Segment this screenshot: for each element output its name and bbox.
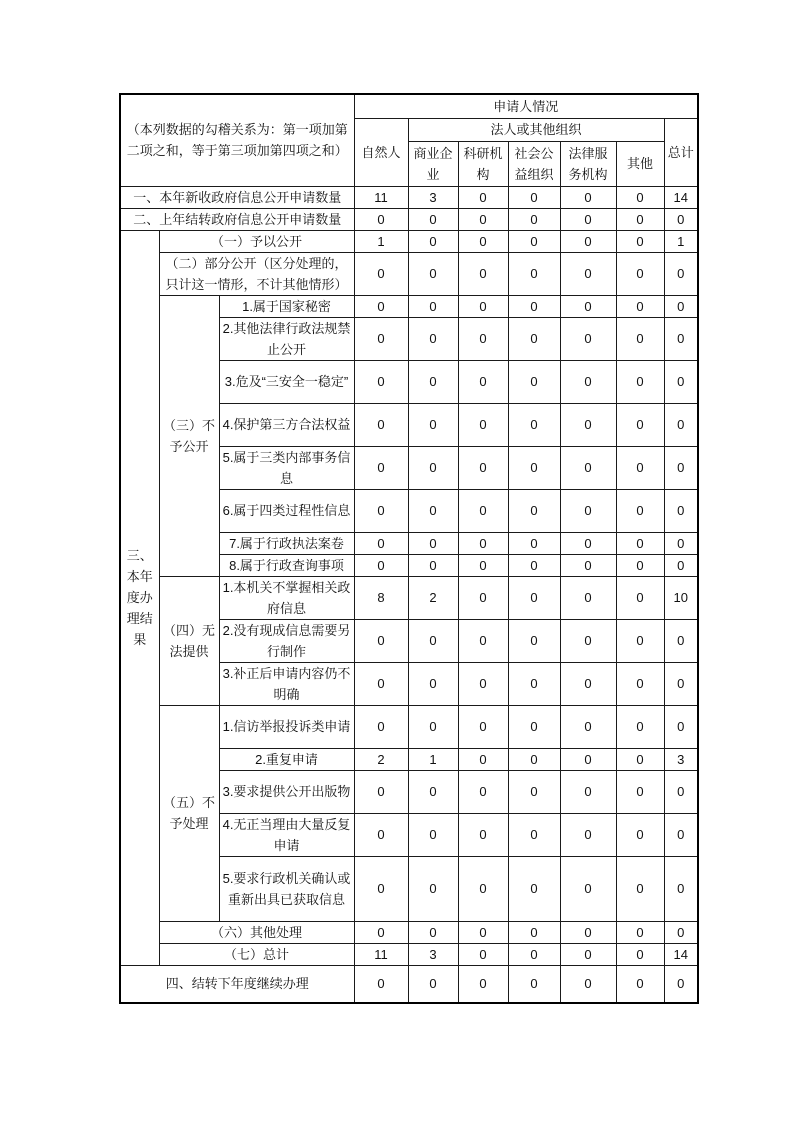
data-cell: 0 <box>354 662 408 705</box>
data-cell: 0 <box>408 965 458 1003</box>
header-org-research: 科研机构 <box>458 141 508 186</box>
data-cell: 0 <box>664 446 698 489</box>
data-cell: 0 <box>508 252 560 295</box>
data-cell: 0 <box>664 770 698 813</box>
data-cell: 0 <box>458 921 508 943</box>
data-cell: 0 <box>560 921 616 943</box>
data-cell: 0 <box>354 705 408 748</box>
data-cell: 0 <box>458 208 508 230</box>
data-cell: 0 <box>616 921 664 943</box>
data-cell: 0 <box>408 532 458 554</box>
data-cell: 0 <box>408 856 458 921</box>
data-cell: 0 <box>616 532 664 554</box>
group-label-not-processed: （五）不予处理 <box>159 705 219 921</box>
row-label: 4.无正当理由大量反复申请 <box>219 813 354 856</box>
header-total: 总计 <box>664 118 698 186</box>
data-cell: 0 <box>458 943 508 965</box>
data-cell: 0 <box>616 619 664 662</box>
data-cell: 0 <box>458 360 508 403</box>
data-cell: 0 <box>560 360 616 403</box>
data-cell: 0 <box>508 446 560 489</box>
data-cell: 0 <box>508 813 560 856</box>
data-cell: 0 <box>408 446 458 489</box>
header-org-other: 其他 <box>616 141 664 186</box>
data-cell: 0 <box>408 252 458 295</box>
data-cell: 0 <box>354 360 408 403</box>
data-cell: 0 <box>616 770 664 813</box>
data-cell: 0 <box>354 813 408 856</box>
data-cell: 0 <box>508 748 560 770</box>
data-cell: 0 <box>354 554 408 576</box>
data-cell: 0 <box>560 208 616 230</box>
data-cell: 0 <box>560 576 616 619</box>
data-cell: 11 <box>354 943 408 965</box>
row-label: 1.本机关不掌握相关政府信息 <box>219 576 354 619</box>
row-label: （六）其他处理 <box>159 921 354 943</box>
disclosure-table <box>119 93 699 1004</box>
data-cell: 0 <box>508 662 560 705</box>
data-cell: 0 <box>616 943 664 965</box>
data-cell: 0 <box>408 619 458 662</box>
data-cell: 0 <box>664 554 698 576</box>
data-cell: 0 <box>458 705 508 748</box>
data-cell: 0 <box>408 403 458 446</box>
data-cell: 0 <box>616 295 664 317</box>
row-label: 2.没有现成信息需要另行制作 <box>219 619 354 662</box>
row-label: 1.信访举报投诉类申请 <box>219 705 354 748</box>
data-cell: 0 <box>458 576 508 619</box>
data-cell: 8 <box>354 576 408 619</box>
header-org-commercial: 商业企业 <box>408 141 458 186</box>
data-cell: 3 <box>408 943 458 965</box>
data-cell: 1 <box>664 230 698 252</box>
data-cell: 0 <box>458 770 508 813</box>
data-cell: 0 <box>508 965 560 1003</box>
data-cell: 14 <box>664 186 698 208</box>
data-cell: 0 <box>560 619 616 662</box>
row-label: 2.其他法律行政法规禁止公开 <box>219 317 354 360</box>
data-cell: 0 <box>616 965 664 1003</box>
data-cell: 0 <box>458 252 508 295</box>
data-cell: 0 <box>560 662 616 705</box>
row-label: （二）部分公开（区分处理的，只计这一情形，不计其他情形） <box>159 252 354 295</box>
data-cell: 0 <box>508 770 560 813</box>
row-label: 8.属于行政查询事项 <box>219 554 354 576</box>
data-cell: 10 <box>664 576 698 619</box>
data-cell: 0 <box>616 489 664 532</box>
row-label: 3.要求提供公开出版物 <box>219 770 354 813</box>
data-cell: 0 <box>408 208 458 230</box>
data-cell: 0 <box>664 619 698 662</box>
data-cell: 0 <box>560 317 616 360</box>
data-cell: 0 <box>508 576 560 619</box>
data-cell: 0 <box>560 554 616 576</box>
data-cell: 0 <box>458 965 508 1003</box>
data-cell: 0 <box>458 813 508 856</box>
data-cell: 0 <box>560 230 616 252</box>
data-cell: 0 <box>408 770 458 813</box>
data-cell: 0 <box>664 403 698 446</box>
data-cell: 2 <box>408 576 458 619</box>
data-cell: 3 <box>408 186 458 208</box>
row-label: 2.重复申请 <box>219 748 354 770</box>
data-cell: 14 <box>664 943 698 965</box>
data-cell: 0 <box>408 230 458 252</box>
data-cell: 0 <box>616 705 664 748</box>
data-cell: 0 <box>458 446 508 489</box>
data-cell: 0 <box>508 921 560 943</box>
data-cell: 0 <box>664 532 698 554</box>
data-cell: 0 <box>616 360 664 403</box>
data-cell: 0 <box>354 856 408 921</box>
row-label: 3.危及“三安全一稳定” <box>219 360 354 403</box>
row-label: （一）予以公开 <box>159 230 354 252</box>
data-cell: 0 <box>560 705 616 748</box>
data-cell: 0 <box>664 856 698 921</box>
data-cell: 0 <box>560 856 616 921</box>
group-label-unable-to-provide: （四）无法提供 <box>159 576 219 705</box>
row-label: 4.保护第三方合法权益 <box>219 403 354 446</box>
data-cell: 1 <box>408 748 458 770</box>
data-cell: 0 <box>616 576 664 619</box>
data-cell: 0 <box>560 748 616 770</box>
data-cell: 2 <box>354 748 408 770</box>
data-cell: 0 <box>664 360 698 403</box>
data-cell: 0 <box>616 813 664 856</box>
data-cell: 0 <box>408 662 458 705</box>
data-cell: 0 <box>354 770 408 813</box>
data-cell: 0 <box>616 317 664 360</box>
data-cell: 0 <box>560 489 616 532</box>
data-cell: 0 <box>664 252 698 295</box>
data-cell: 0 <box>458 295 508 317</box>
data-cell: 0 <box>408 295 458 317</box>
data-cell: 0 <box>616 446 664 489</box>
data-cell: 0 <box>354 619 408 662</box>
data-cell: 0 <box>458 186 508 208</box>
data-cell: 0 <box>508 230 560 252</box>
data-cell: 0 <box>616 554 664 576</box>
data-cell: 0 <box>408 554 458 576</box>
data-cell: 0 <box>508 317 560 360</box>
data-cell: 0 <box>408 921 458 943</box>
header-applicant-status: 申请人情况 <box>354 94 698 118</box>
row-label: 一、本年新收政府信息公开申请数量 <box>120 186 354 208</box>
data-cell: 0 <box>560 965 616 1003</box>
data-cell: 0 <box>664 662 698 705</box>
row-label: 5.要求行政机关确认或重新出具已获取信息 <box>219 856 354 921</box>
data-cell: 0 <box>616 252 664 295</box>
data-cell: 0 <box>560 532 616 554</box>
data-cell: 0 <box>664 921 698 943</box>
data-cell: 0 <box>616 856 664 921</box>
data-cell: 11 <box>354 186 408 208</box>
data-cell: 0 <box>616 186 664 208</box>
group-label-not-disclosed: （三）不予公开 <box>159 295 219 576</box>
data-cell: 0 <box>616 403 664 446</box>
row-label: 3.补正后申请内容仍不明确 <box>219 662 354 705</box>
data-cell: 0 <box>354 532 408 554</box>
data-cell: 0 <box>508 360 560 403</box>
row-label: 1.属于国家秘密 <box>219 295 354 317</box>
data-cell: 0 <box>508 856 560 921</box>
data-cell: 0 <box>458 230 508 252</box>
data-cell: 0 <box>664 295 698 317</box>
data-cell: 0 <box>408 317 458 360</box>
data-cell: 0 <box>408 705 458 748</box>
data-cell: 0 <box>508 295 560 317</box>
data-cell: 0 <box>354 965 408 1003</box>
data-cell: 0 <box>664 813 698 856</box>
data-cell: 0 <box>616 208 664 230</box>
header-org-public-welfare: 社会公益组织 <box>508 141 560 186</box>
data-cell: 0 <box>354 252 408 295</box>
data-cell: 0 <box>354 403 408 446</box>
row-label: 7.属于行政执法案卷 <box>219 532 354 554</box>
data-cell: 0 <box>560 446 616 489</box>
data-cell: 0 <box>458 554 508 576</box>
data-cell: 1 <box>354 230 408 252</box>
data-cell: 0 <box>560 813 616 856</box>
data-cell: 0 <box>408 489 458 532</box>
data-cell: 0 <box>458 856 508 921</box>
data-cell: 0 <box>458 619 508 662</box>
data-cell: 0 <box>664 489 698 532</box>
row-label: 四、结转下年度继续办理 <box>120 965 354 1003</box>
data-cell: 0 <box>458 317 508 360</box>
data-cell: 0 <box>508 532 560 554</box>
header-legal-or-other-org: 法人或其他组织 <box>408 118 664 141</box>
data-cell: 0 <box>664 965 698 1003</box>
data-cell: 0 <box>508 554 560 576</box>
row-label: 5.属于三类内部事务信息 <box>219 446 354 489</box>
data-cell: 0 <box>354 208 408 230</box>
data-cell: 0 <box>508 403 560 446</box>
data-cell: 0 <box>508 489 560 532</box>
data-cell: 0 <box>458 403 508 446</box>
data-cell: 0 <box>408 813 458 856</box>
data-cell: 0 <box>616 662 664 705</box>
data-cell: 0 <box>508 208 560 230</box>
group-label-annual-results: 三、本年度办理结果 <box>120 230 159 965</box>
data-cell: 0 <box>508 619 560 662</box>
data-cell: 0 <box>508 943 560 965</box>
header-natural-person: 自然人 <box>354 118 408 186</box>
data-cell: 0 <box>560 403 616 446</box>
data-cell: 0 <box>560 252 616 295</box>
data-cell: 0 <box>508 186 560 208</box>
data-cell: 0 <box>508 705 560 748</box>
data-cell: 0 <box>616 748 664 770</box>
data-cell: 0 <box>616 230 664 252</box>
data-cell: 0 <box>354 295 408 317</box>
header-org-legal-service: 法律服务机构 <box>560 141 616 186</box>
data-cell: 0 <box>458 748 508 770</box>
data-cell: 0 <box>458 532 508 554</box>
row-label: 二、上年结转政府信息公开申请数量 <box>120 208 354 230</box>
data-cell: 0 <box>560 295 616 317</box>
row-label: 6.属于四类过程性信息 <box>219 489 354 532</box>
data-cell: 0 <box>664 317 698 360</box>
data-cell: 0 <box>560 186 616 208</box>
row-label: （七）总计 <box>159 943 354 965</box>
corner-note: （本列数据的勾稽关系为：第一项加第二项之和，等于第三项加第四项之和） <box>120 94 354 186</box>
data-cell: 0 <box>458 489 508 532</box>
data-cell: 0 <box>664 208 698 230</box>
data-cell: 0 <box>560 770 616 813</box>
data-cell: 0 <box>408 360 458 403</box>
data-cell: 0 <box>560 943 616 965</box>
data-cell: 0 <box>354 317 408 360</box>
data-cell: 3 <box>664 748 698 770</box>
data-cell: 0 <box>458 662 508 705</box>
data-cell: 0 <box>664 705 698 748</box>
data-cell: 0 <box>354 446 408 489</box>
data-cell: 0 <box>354 489 408 532</box>
data-cell: 0 <box>354 921 408 943</box>
